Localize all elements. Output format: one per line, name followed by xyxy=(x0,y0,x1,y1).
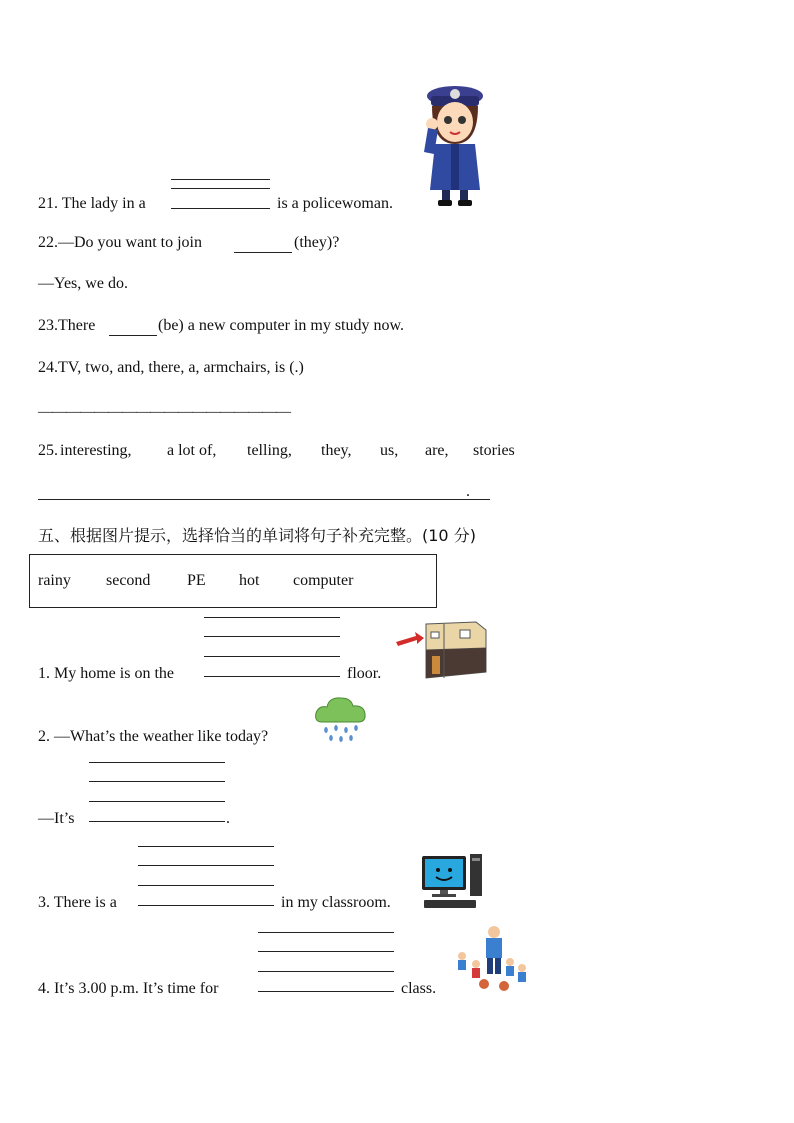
q25-word-6: are, xyxy=(425,442,449,459)
q23-text-b: (be) a new computer in my study now. xyxy=(158,317,405,334)
section-5-title: 五、根据图片提示，选择恰当的单词将句子补充完整。(10 分) xyxy=(38,526,476,545)
s4-text-a: 4. It’s 3.00 p.m. It’s time for xyxy=(38,980,219,997)
s1-text-b: floor. xyxy=(347,665,382,682)
q25-word-7: stories xyxy=(473,442,515,459)
q22-answer-blank[interactable] xyxy=(234,252,292,253)
s2-guide-line-3 xyxy=(89,801,225,802)
q21-guide-line-1 xyxy=(171,179,270,180)
q25-word-3: telling, xyxy=(247,442,292,459)
pe-class-icon xyxy=(454,924,530,996)
s4-guide-line-3 xyxy=(258,971,394,972)
s2-text-a: 2. —What’s the weather like today? xyxy=(38,728,269,745)
s3-guide-line-1 xyxy=(138,846,274,847)
q21-text-a: . The lady in a xyxy=(54,195,146,212)
s1-answer-blank[interactable] xyxy=(204,676,340,677)
q21-text xyxy=(38,194,146,214)
policewoman-icon xyxy=(418,82,492,210)
q22-line-1 xyxy=(38,233,202,253)
computer-icon xyxy=(420,852,484,910)
s4-answer-blank[interactable] xyxy=(258,991,394,992)
s3-text-b: in my classroom. xyxy=(281,894,391,911)
q23-answer-blank[interactable] xyxy=(109,335,157,336)
q21-answer-blank[interactable] xyxy=(171,208,270,209)
s2-guide-line-2 xyxy=(89,781,225,782)
q25-word-1: interesting, xyxy=(60,442,132,459)
q21-number: 21 xyxy=(38,195,54,212)
q21-text-b: is a policewoman. xyxy=(277,195,393,212)
q24-prompt: 24.TV, two, and, there, a, armchairs, is (.) xyxy=(38,359,304,376)
q25-number: 25. xyxy=(38,442,58,459)
s3-guide-line-3 xyxy=(138,885,274,886)
q25-word-4: they, xyxy=(321,442,352,459)
s3-answer-blank[interactable] xyxy=(138,905,274,906)
s1-guide-line-3 xyxy=(204,656,340,657)
rain-cloud-icon xyxy=(314,694,368,744)
s4-text-b: class. xyxy=(401,980,437,997)
s3-guide-line-2 xyxy=(138,865,274,866)
q25-answer-blank[interactable] xyxy=(38,499,490,500)
s2-answer-blank[interactable] xyxy=(89,821,225,822)
word-bank-rainy: rainy xyxy=(38,572,71,589)
q23-text-a: 23.There xyxy=(38,317,96,334)
word-bank-pe: PE xyxy=(187,572,206,589)
s3-text-a: 3. There is a xyxy=(38,894,117,911)
s2-text-b: —It’s xyxy=(38,810,75,827)
q25-word-5: us, xyxy=(380,442,399,459)
word-bank-computer: computer xyxy=(293,572,354,589)
word-bank-second: second xyxy=(106,572,151,589)
word-bank-hot: hot xyxy=(239,572,260,589)
q22-text-a: 22.—Do you want to join xyxy=(38,234,202,251)
q24-answer-line[interactable]: —————————————————— xyxy=(38,404,290,420)
s1-guide-line-1 xyxy=(204,617,340,618)
s1-text-a: 1. My home is on the xyxy=(38,665,174,682)
s2-text-c: . xyxy=(226,810,230,827)
s4-guide-line-2 xyxy=(258,951,394,952)
q25-period: . xyxy=(466,483,470,500)
s2-guide-line-1 xyxy=(89,762,225,763)
building-arrow-icon xyxy=(396,620,488,680)
q21-guide-line-2 xyxy=(171,188,270,189)
s4-guide-line-1 xyxy=(258,932,394,933)
q25-word-2: a lot of, xyxy=(167,442,217,459)
q22-line-2: —Yes, we do. xyxy=(38,275,128,292)
word-bank xyxy=(29,554,437,608)
q22-text-b: (they)? xyxy=(294,234,340,251)
s1-guide-line-2 xyxy=(204,636,340,637)
